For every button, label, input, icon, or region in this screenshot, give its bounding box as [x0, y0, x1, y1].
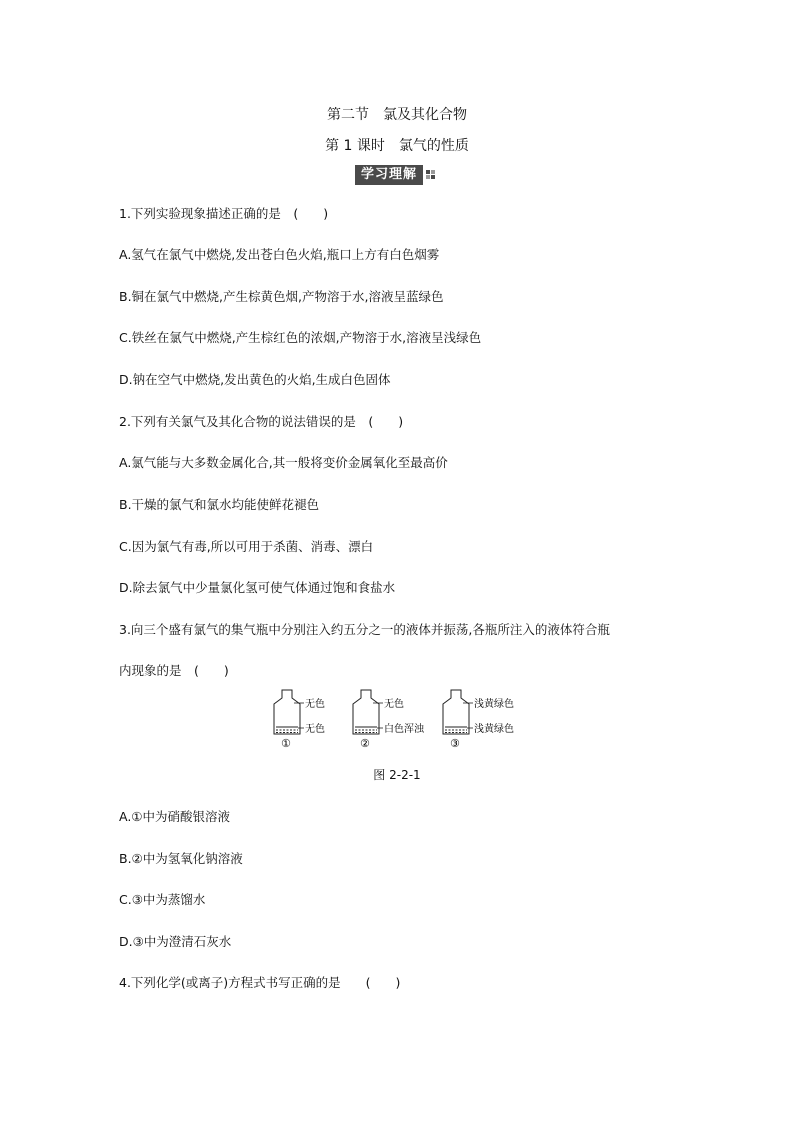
question-3-option-c: C.③中为蒸馏水 [119, 892, 206, 907]
question-1-option-d: D.钠在空气中燃烧,发出黄色的火焰,生成白色固体 [119, 372, 391, 387]
question-3-stem-line-1: 3.向三个盛有氯气的集气瓶中分别注入约五分之一的液体并振荡,各瓶所注入的液体符合瓶 [119, 622, 610, 637]
bottle-2-bottom-label: 白色浑浊 [384, 724, 424, 735]
question-2-option-d: D.除去氯气中少量氯化氢可使气体通过饱和食盐水 [119, 580, 396, 595]
gas-bottle-figure [268, 688, 526, 748]
figure-caption: 图 2-2-1 [373, 768, 421, 782]
bottle-2-top-label: 无色 [384, 699, 404, 710]
gas-bottle-1 [274, 690, 325, 748]
banner-decoration-icon [426, 170, 436, 180]
bottle-3-bottom-label: 浅黄绿色 [474, 724, 514, 735]
lesson-title: 第 1 课时 氯气的性质 [325, 138, 469, 154]
bottle-3-number: ③ [450, 737, 460, 748]
bottle-1-top-label: 无色 [305, 699, 325, 710]
question-2-option-a: A.氯气能与大多数金属化合,其一般将变价金属氧化至最高价 [119, 455, 448, 470]
banner-label: 学习理解 [355, 165, 423, 185]
question-1-option-b: B.铜在氯气中燃烧,产生棕黄色烟,产物溶于水,溶液呈蓝绿色 [119, 289, 444, 304]
question-3-option-d: D.③中为澄清石灰水 [119, 934, 232, 949]
question-3-option-a: A.①中为硝酸银溶液 [119, 809, 231, 824]
question-3-option-b: B.②中为氢氧化钠溶液 [119, 851, 243, 866]
bottle-3-top-label: 浅黄绿色 [474, 699, 514, 710]
question-4-stem: 4.下列化学(或离子)方程式书写正确的是 ( ) [119, 975, 401, 990]
section-title: 第二节 氯及其化合物 [327, 107, 467, 123]
question-1-option-a: A.氢气在氯气中燃烧,发出苍白色火焰,瓶口上方有白色烟雾 [119, 247, 440, 262]
gas-bottle-2 [353, 690, 425, 748]
question-2-option-b: B.干燥的氯气和氯水均能使鲜花褪色 [119, 497, 320, 512]
bottle-2-number: ② [360, 737, 370, 748]
bottle-1-number: ① [281, 737, 291, 748]
question-3-stem-line-2: 内现象的是 ( ) [119, 663, 229, 678]
bottle-1-bottom-label: 无色 [305, 724, 325, 735]
question-1-stem: 1.下列实验现象描述正确的是 ( ) [119, 206, 329, 221]
question-2-stem: 2.下列有关氯气及其化合物的说法错误的是 ( ) [119, 414, 404, 429]
section-banner [355, 165, 436, 185]
question-2-option-c: C.因为氯气有毒,所以可用于杀菌、消毒、漂白 [119, 539, 374, 554]
gas-bottle-3 [443, 690, 514, 748]
question-1-option-c: C.铁丝在氯气中燃烧,产生棕红色的浓烟,产物溶于水,溶液呈浅绿色 [119, 330, 482, 345]
